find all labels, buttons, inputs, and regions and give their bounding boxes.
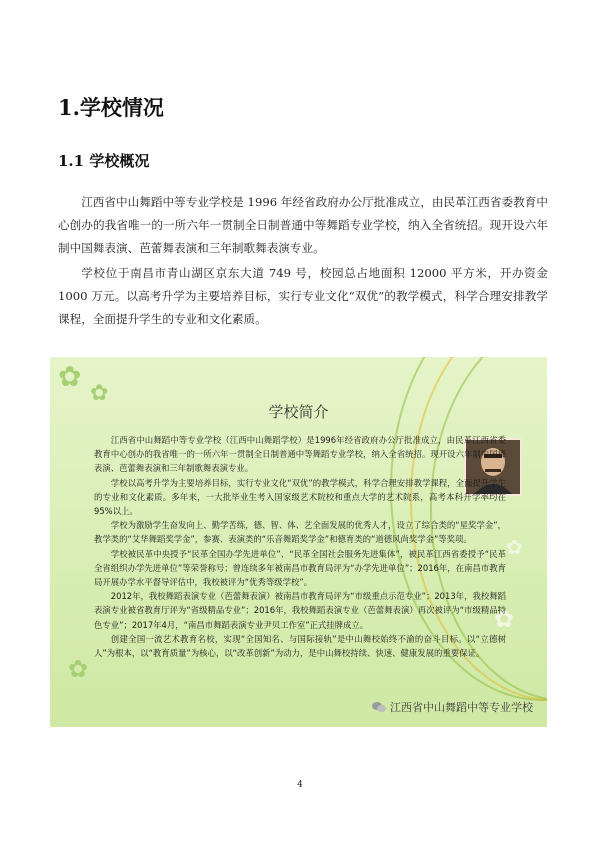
flower-decoration-icon: ✿ bbox=[494, 605, 515, 633]
figure-paragraph: 创建全国一流艺术教育名校，实现“全国知名、与国际接轨”是中山舞校始终不渝的奋斗目标。以“立德树人”为根本，以“教育质量”为核心，以“改革创新”为动力，是中山舞校持续、快速、健康发展的重要保证。 bbox=[94, 633, 506, 659]
figure-title: 学校简介 bbox=[268, 403, 329, 421]
flower-decoration-icon: ✿ bbox=[506, 535, 523, 559]
figure-paragraph: 2012年，我校舞蹈表演专业（芭蕾舞表演）被南昌市教育局评为“市级重点示范专业”；2013年，我校舞蹈表演专业被省教育厅评为“省级精品专业”；2016年，我校舞蹈表演专业（芭蕾舞表演）再次被评为“市级精品特色专业”；2017年4月，“南昌市舞蹈表演专业尹贝工作室”正式挂牌成立。 bbox=[94, 591, 506, 630]
flower-decoration-icon: ✿ bbox=[90, 381, 109, 406]
flower-decoration-icon: ✿ bbox=[68, 655, 89, 683]
figure-caption bbox=[372, 699, 533, 715]
caption-text: 江西省中山舞蹈中等专业学校 bbox=[390, 701, 533, 714]
figure-paragraph: 江西省中山舞蹈中等专业学校（江西中山舞蹈学校）是1996年经省政府办公厅批准成立，由民革江西省委教育中心创办的我省唯一的一所六年一贯制全日制普通中等舞蹈专业学校，纳入全省统招。现开设六年制中国舞表演、芭蕾舞表演和三年制歌舞表演专业。 bbox=[94, 435, 506, 474]
intro-paragraph-2: 学校位于南昌市青山湖区京东大道 749 号，校园总占地面积 12000 平方米，开办资金 1000 万元。以高考升学为主要培养目标，实行专业文化“双优”的教学模式，科学合理安排教学课程，全面提升学生的专业和文化素质。 bbox=[58, 266, 548, 326]
figure-text bbox=[94, 433, 506, 660]
school-intro-figure bbox=[50, 357, 547, 727]
figure-paragraph: 学校被民革中央授予“民革全国办学先进单位”、“民革全国社会服务先进集体”，被民革江西省委授予“民革全省组织办学先进单位”等荣誉称号；曾连续多年被南昌市教育局评为“办学先进单位”；2016年，在南昌市教育局开展办学水平督导评估中，我校被评为“优秀等级学校”。 bbox=[94, 548, 506, 588]
intro-paragraph-1: 江西省中山舞蹈中等专业学校是 1996 年经省政府办公厅批准成立，由民革江西省委教育中心创办的我省唯一的一所六年一贯制全日制普通中等舞蹈专业学校，纳入全省统招。现开设六年制中国舞表演、芭蕾舞表演和三年制歌舞表演专业。 bbox=[58, 195, 548, 255]
figure-paragraph: 学校以高考升学为主要培养目标，实行专业文化“双优”的教学模式，科学合理安排教学课程，全面提升学生的专业和文化素质。多年来，一大批毕业生考入国家级艺术院校和重点大学的艺术院系，高考本科升学率均在95%以上。 bbox=[94, 477, 506, 517]
section-title: 1.学校情况 bbox=[58, 95, 164, 120]
flower-decoration-icon: ✿ bbox=[58, 360, 82, 393]
subsection-title: 1.1 学校概况 bbox=[58, 152, 150, 170]
wechat-icon bbox=[372, 701, 386, 713]
page-number: 4 bbox=[297, 780, 303, 790]
figure-paragraph: 学校为激励学生奋发向上、勤学苦练，德、智、体、艺全面发展的优秀人才，设立了综合类的“星奖学金”，教学类的“艾华舞蹈奖学金”，参赛、表演类的“乐音舞蹈奖学金”和德育类的“道德风尚奖学金”等奖项。 bbox=[94, 520, 506, 545]
